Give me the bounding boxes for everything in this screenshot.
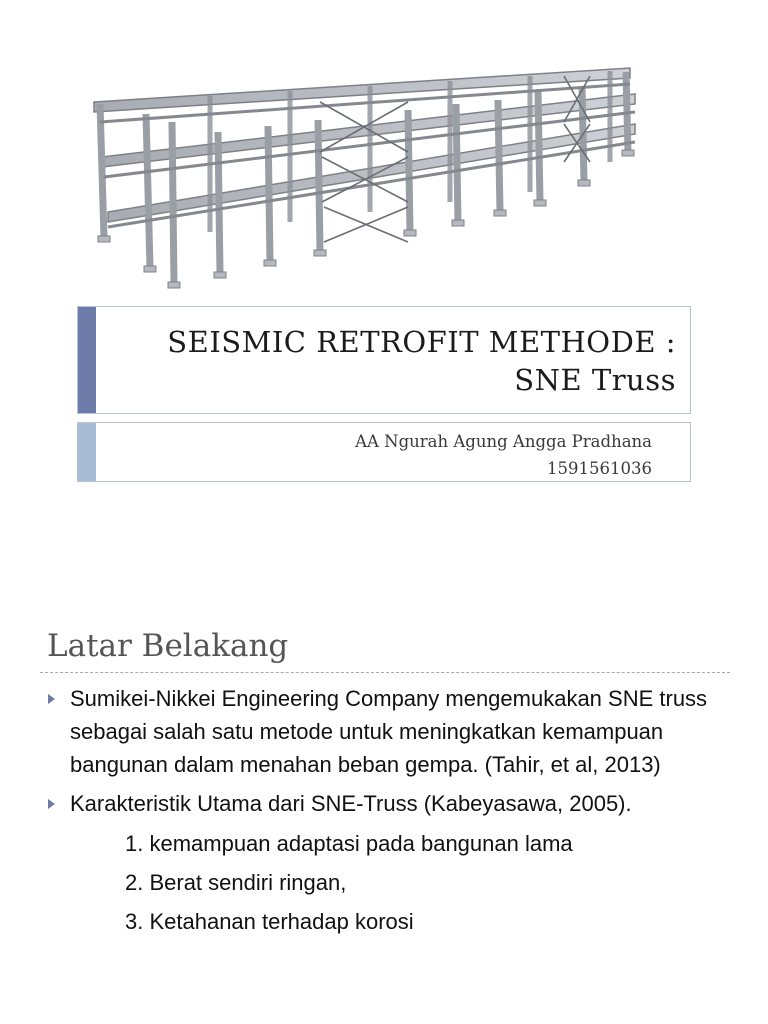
numbered-item: 2. Berat sendiri ringan, — [125, 870, 347, 895]
title-line-1: SEISMIC RETROFIT METHODE : — [167, 325, 676, 359]
content-slide — [0, 600, 768, 1024]
bullet-text: Karakteristik Utama dari SNE-Truss (Kabeyasawa, 2005). — [70, 791, 632, 816]
subtitle-box — [77, 422, 691, 482]
heading-divider — [40, 672, 730, 673]
slide-heading: Latar Belakang — [47, 628, 289, 664]
bullet-item — [48, 682, 748, 781]
presentation-title — [167, 323, 676, 399]
triangle-bullet-icon — [48, 694, 55, 704]
student-id: 1591561036 — [547, 459, 652, 478]
bullet-item — [48, 787, 748, 820]
title-box — [77, 306, 691, 414]
numbered-item: 1. kemampuan adaptasi pada bangunan lama — [125, 831, 573, 856]
subtitle-accent-bar — [78, 423, 96, 481]
bullet-text: Sumikei-Nikkei Engineering Company mengemukakan SNE truss sebagai salah satu metode untuk meningkatkan kemampuan bangunan dalam menahan beban gempa. (Tahir, et al, 2013) — [70, 686, 708, 777]
numbered-item: 3. Ketahanan terhadap korosi — [125, 909, 414, 934]
building-frame-illustration — [90, 62, 640, 297]
bullet-list — [48, 682, 748, 941]
title-line-2: SNE Truss — [514, 363, 676, 397]
triangle-bullet-icon — [48, 799, 55, 809]
title-accent-bar — [78, 307, 96, 413]
presenter-info — [355, 428, 652, 482]
author-name: AA Ngurah Agung Angga Pradhana — [355, 432, 652, 451]
